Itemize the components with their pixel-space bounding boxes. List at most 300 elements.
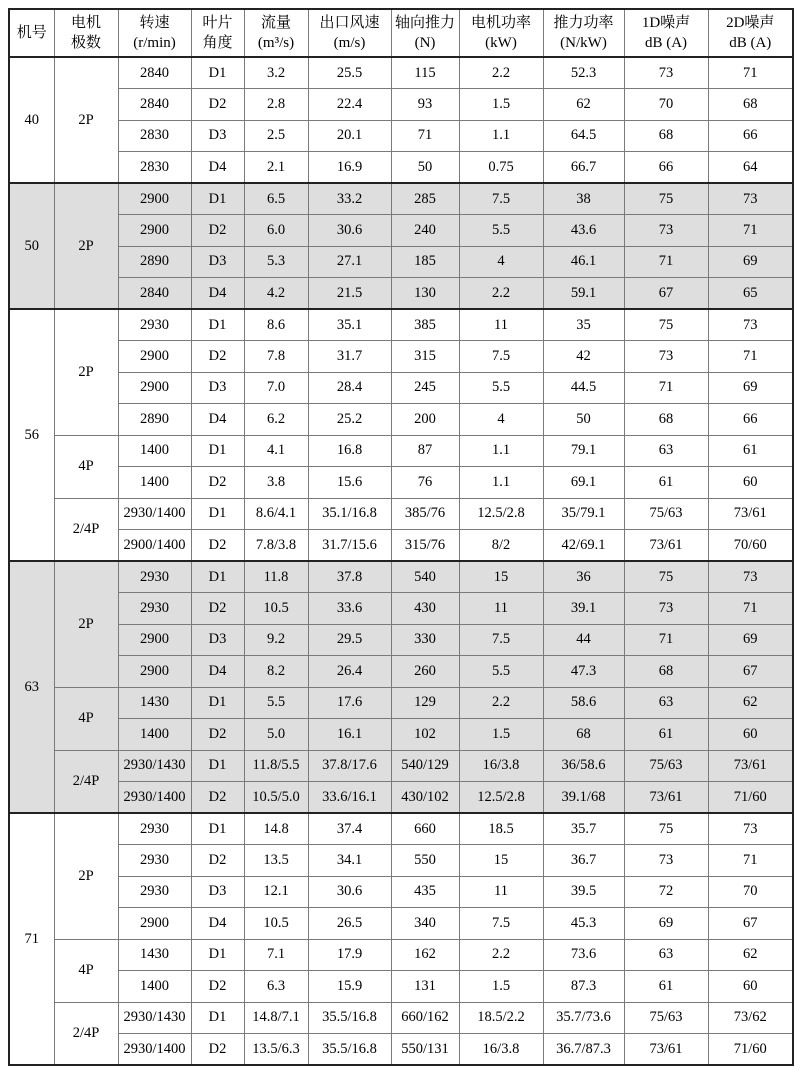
- thrust-power-cell: 39.1/68: [543, 782, 624, 814]
- outlet-velocity-cell: 15.9: [308, 971, 391, 1003]
- table-row: [9, 561, 793, 593]
- thrust-power-cell: 36/58.6: [543, 750, 624, 782]
- noise-2d-cell: 73: [708, 183, 793, 215]
- motor-power-cell: 15: [459, 845, 543, 877]
- outlet-velocity-cell: 31.7/15.6: [308, 530, 391, 562]
- noise-1d-cell: 73: [624, 593, 708, 625]
- axial-thrust-cell: 315: [391, 341, 459, 373]
- axial-thrust-cell: 50: [391, 152, 459, 184]
- table-row: [9, 1002, 793, 1034]
- noise-1d-cell: 68: [624, 404, 708, 436]
- axial-thrust-cell: 540: [391, 561, 459, 593]
- motor-power-cell: 7.5: [459, 908, 543, 940]
- blade-angle-cell: D2: [191, 971, 244, 1003]
- thrust-power-cell: 47.3: [543, 656, 624, 688]
- motor-power-cell: 11: [459, 309, 543, 341]
- table-row: [9, 89, 793, 121]
- flow-cell: 4.2: [244, 278, 308, 310]
- motor-power-cell: 2.2: [459, 57, 543, 89]
- speed-cell: 2900: [118, 183, 191, 215]
- axial-thrust-cell: 660/162: [391, 1002, 459, 1034]
- noise-2d-cell: 70: [708, 876, 793, 908]
- header-line-1: 1D噪声: [641, 14, 691, 31]
- header-line-2: dB (A): [729, 35, 772, 51]
- noise-2d-cell: 67: [708, 908, 793, 940]
- table-row: [9, 246, 793, 278]
- noise-2d-cell: 65: [708, 278, 793, 310]
- flow-cell: 10.5/5.0: [244, 782, 308, 814]
- table-row: [9, 498, 793, 530]
- blade-angle-cell: D4: [191, 656, 244, 688]
- blade-angle-cell: D1: [191, 813, 244, 845]
- blade-angle-cell: D1: [191, 687, 244, 719]
- table-row: [9, 939, 793, 971]
- blade-angle-cell: D3: [191, 120, 244, 152]
- blade-angle-cell: D4: [191, 404, 244, 436]
- speed-cell: 2840: [118, 57, 191, 89]
- table-row: [9, 435, 793, 467]
- speed-cell: 1400: [118, 467, 191, 499]
- header-cell: [391, 9, 459, 57]
- speed-cell: 2890: [118, 246, 191, 278]
- size-cell: 40: [9, 57, 54, 183]
- thrust-power-cell: 36.7: [543, 845, 624, 877]
- header-line-2: (N): [414, 35, 436, 51]
- motor-power-cell: 12.5/2.8: [459, 782, 543, 814]
- flow-cell: 10.5: [244, 908, 308, 940]
- header-line-2: (N/kW): [560, 35, 607, 51]
- speed-cell: 2930: [118, 876, 191, 908]
- table-row: [9, 57, 793, 89]
- blade-angle-cell: D4: [191, 908, 244, 940]
- header-cell: [9, 9, 54, 57]
- header-cell: [708, 9, 793, 57]
- blade-angle-cell: D2: [191, 719, 244, 751]
- blade-angle-cell: D1: [191, 1002, 244, 1034]
- header-cell: [118, 9, 191, 57]
- outlet-velocity-cell: 34.1: [308, 845, 391, 877]
- axial-thrust-cell: 102: [391, 719, 459, 751]
- poles-cell: 2P: [54, 813, 118, 939]
- noise-1d-cell: 63: [624, 687, 708, 719]
- noise-1d-cell: 67: [624, 278, 708, 310]
- header-cell: [191, 9, 244, 57]
- flow-cell: 12.1: [244, 876, 308, 908]
- header-line-1: 流量: [260, 14, 291, 31]
- blade-angle-cell: D2: [191, 593, 244, 625]
- speed-cell: 2930: [118, 845, 191, 877]
- noise-2d-cell: 73: [708, 813, 793, 845]
- table-row: [9, 845, 793, 877]
- speed-cell: 2900: [118, 656, 191, 688]
- outlet-velocity-cell: 30.6: [308, 215, 391, 247]
- poles-cell: 2P: [54, 309, 118, 435]
- table-row: [9, 908, 793, 940]
- blade-angle-cell: D1: [191, 183, 244, 215]
- noise-1d-cell: 73: [624, 845, 708, 877]
- motor-power-cell: 5.5: [459, 372, 543, 404]
- outlet-velocity-cell: 16.1: [308, 719, 391, 751]
- thrust-power-cell: 62: [543, 89, 624, 121]
- blade-angle-cell: D1: [191, 435, 244, 467]
- outlet-velocity-cell: 22.4: [308, 89, 391, 121]
- blade-angle-cell: D2: [191, 782, 244, 814]
- blade-angle-cell: D3: [191, 876, 244, 908]
- outlet-velocity-cell: 35.1/16.8: [308, 498, 391, 530]
- table-row: [9, 813, 793, 845]
- header-line-1: 转速: [139, 14, 170, 31]
- flow-cell: 6.0: [244, 215, 308, 247]
- table-row: [9, 624, 793, 656]
- noise-1d-cell: 72: [624, 876, 708, 908]
- speed-cell: 2840: [118, 89, 191, 121]
- flow-cell: 6.3: [244, 971, 308, 1003]
- blade-angle-cell: D3: [191, 246, 244, 278]
- axial-thrust-cell: 87: [391, 435, 459, 467]
- flow-cell: 11.8: [244, 561, 308, 593]
- axial-thrust-cell: 330: [391, 624, 459, 656]
- flow-cell: 13.5: [244, 845, 308, 877]
- outlet-velocity-cell: 15.6: [308, 467, 391, 499]
- axial-thrust-cell: 435: [391, 876, 459, 908]
- noise-1d-cell: 75/63: [624, 750, 708, 782]
- speed-cell: 2930/1400: [118, 498, 191, 530]
- motor-power-cell: 18.5: [459, 813, 543, 845]
- outlet-velocity-cell: 16.9: [308, 152, 391, 184]
- axial-thrust-cell: 131: [391, 971, 459, 1003]
- thrust-power-cell: 79.1: [543, 435, 624, 467]
- axial-thrust-cell: 430/102: [391, 782, 459, 814]
- flow-cell: 8.6: [244, 309, 308, 341]
- blade-angle-cell: D1: [191, 750, 244, 782]
- noise-1d-cell: 63: [624, 939, 708, 971]
- noise-2d-cell: 71: [708, 593, 793, 625]
- blade-angle-cell: D1: [191, 939, 244, 971]
- speed-cell: 1400: [118, 971, 191, 1003]
- noise-2d-cell: 71: [708, 215, 793, 247]
- noise-2d-cell: 69: [708, 246, 793, 278]
- noise-1d-cell: 61: [624, 719, 708, 751]
- speed-cell: 1400: [118, 719, 191, 751]
- axial-thrust-cell: 315/76: [391, 530, 459, 562]
- flow-cell: 2.8: [244, 89, 308, 121]
- header-line-2: (m/s): [333, 35, 366, 51]
- poles-cell: 2P: [54, 561, 118, 687]
- table-row: [9, 309, 793, 341]
- speed-cell: 2930/1400: [118, 782, 191, 814]
- noise-1d-cell: 75: [624, 309, 708, 341]
- blade-angle-cell: D1: [191, 57, 244, 89]
- speed-cell: 2930: [118, 309, 191, 341]
- outlet-velocity-cell: 21.5: [308, 278, 391, 310]
- flow-cell: 10.5: [244, 593, 308, 625]
- speed-cell: 1430: [118, 687, 191, 719]
- table-row: [9, 120, 793, 152]
- blade-angle-cell: D4: [191, 152, 244, 184]
- outlet-velocity-cell: 35.5/16.8: [308, 1034, 391, 1066]
- header-cell: [244, 9, 308, 57]
- speed-cell: 2930/1430: [118, 750, 191, 782]
- thrust-power-cell: 42/69.1: [543, 530, 624, 562]
- speed-cell: 2930: [118, 561, 191, 593]
- header-line-2: (r/min): [133, 35, 176, 51]
- motor-power-cell: 1.5: [459, 89, 543, 121]
- header-row: [9, 9, 793, 57]
- noise-1d-cell: 75: [624, 183, 708, 215]
- blade-angle-cell: D2: [191, 530, 244, 562]
- thrust-power-cell: 52.3: [543, 57, 624, 89]
- speed-cell: 2900: [118, 341, 191, 373]
- outlet-velocity-cell: 33.2: [308, 183, 391, 215]
- speed-cell: 2930: [118, 593, 191, 625]
- motor-power-cell: 11: [459, 876, 543, 908]
- header-line-2: (kW): [485, 35, 517, 51]
- motor-power-cell: 11: [459, 593, 543, 625]
- speed-cell: 2900: [118, 215, 191, 247]
- motor-power-cell: 7.5: [459, 341, 543, 373]
- table-row: [9, 341, 793, 373]
- noise-2d-cell: 71/60: [708, 1034, 793, 1066]
- noise-2d-cell: 60: [708, 467, 793, 499]
- noise-2d-cell: 66: [708, 404, 793, 436]
- noise-1d-cell: 75: [624, 813, 708, 845]
- outlet-velocity-cell: 29.5: [308, 624, 391, 656]
- axial-thrust-cell: 540/129: [391, 750, 459, 782]
- size-cell: 71: [9, 813, 54, 1065]
- table-row: [9, 1034, 793, 1066]
- thrust-power-cell: 64.5: [543, 120, 624, 152]
- flow-cell: 4.1: [244, 435, 308, 467]
- header-line-1: 电机: [70, 14, 101, 31]
- flow-cell: 6.5: [244, 183, 308, 215]
- noise-1d-cell: 73/61: [624, 530, 708, 562]
- header-cell: [54, 9, 118, 57]
- flow-cell: 5.0: [244, 719, 308, 751]
- noise-2d-cell: 73: [708, 561, 793, 593]
- thrust-power-cell: 36: [543, 561, 624, 593]
- outlet-velocity-cell: 37.4: [308, 813, 391, 845]
- blade-angle-cell: D1: [191, 309, 244, 341]
- poles-cell: 4P: [54, 939, 118, 1002]
- thrust-power-cell: 73.6: [543, 939, 624, 971]
- thrust-power-cell: 35/79.1: [543, 498, 624, 530]
- axial-thrust-cell: 340: [391, 908, 459, 940]
- table-row: [9, 404, 793, 436]
- blade-angle-cell: D3: [191, 372, 244, 404]
- blade-angle-cell: D1: [191, 561, 244, 593]
- blade-angle-cell: D2: [191, 89, 244, 121]
- outlet-velocity-cell: 17.6: [308, 687, 391, 719]
- thrust-power-cell: 44: [543, 624, 624, 656]
- noise-1d-cell: 68: [624, 656, 708, 688]
- thrust-power-cell: 35: [543, 309, 624, 341]
- thrust-power-cell: 43.6: [543, 215, 624, 247]
- table-row: [9, 656, 793, 688]
- axial-thrust-cell: 550: [391, 845, 459, 877]
- blade-angle-cell: D1: [191, 498, 244, 530]
- motor-power-cell: 16/3.8: [459, 1034, 543, 1066]
- noise-2d-cell: 73/61: [708, 750, 793, 782]
- speed-cell: 2890: [118, 404, 191, 436]
- header-line-1: 出口风速: [319, 14, 380, 31]
- table-row: [9, 215, 793, 247]
- flow-cell: 7.8: [244, 341, 308, 373]
- outlet-velocity-cell: 20.1: [308, 120, 391, 152]
- outlet-velocity-cell: 35.5/16.8: [308, 1002, 391, 1034]
- noise-1d-cell: 63: [624, 435, 708, 467]
- header-line-1: 轴向推力: [394, 14, 455, 31]
- speed-cell: 2900: [118, 372, 191, 404]
- thrust-power-cell: 44.5: [543, 372, 624, 404]
- size-cell: 50: [9, 183, 54, 309]
- blade-angle-cell: D4: [191, 278, 244, 310]
- thrust-power-cell: 39.1: [543, 593, 624, 625]
- motor-power-cell: 5.5: [459, 215, 543, 247]
- speed-cell: 2830: [118, 120, 191, 152]
- axial-thrust-cell: 260: [391, 656, 459, 688]
- thrust-power-cell: 39.5: [543, 876, 624, 908]
- thrust-power-cell: 42: [543, 341, 624, 373]
- noise-1d-cell: 61: [624, 971, 708, 1003]
- motor-power-cell: 2.2: [459, 278, 543, 310]
- motor-power-cell: 8/2: [459, 530, 543, 562]
- noise-2d-cell: 64: [708, 152, 793, 184]
- axial-thrust-cell: 385/76: [391, 498, 459, 530]
- axial-thrust-cell: 130: [391, 278, 459, 310]
- speed-cell: 2900/1400: [118, 530, 191, 562]
- header-cell: [624, 9, 708, 57]
- table-row: [9, 719, 793, 751]
- noise-1d-cell: 71: [624, 372, 708, 404]
- noise-2d-cell: 60: [708, 971, 793, 1003]
- poles-cell: 4P: [54, 435, 118, 498]
- motor-power-cell: 1.1: [459, 467, 543, 499]
- axial-thrust-cell: 660: [391, 813, 459, 845]
- axial-thrust-cell: 71: [391, 120, 459, 152]
- table-row: [9, 687, 793, 719]
- size-cell: 63: [9, 561, 54, 813]
- poles-cell: 2P: [54, 183, 118, 309]
- outlet-velocity-cell: 37.8: [308, 561, 391, 593]
- thrust-power-cell: 45.3: [543, 908, 624, 940]
- noise-2d-cell: 60: [708, 719, 793, 751]
- noise-1d-cell: 66: [624, 152, 708, 184]
- axial-thrust-cell: 200: [391, 404, 459, 436]
- header-cell: [543, 9, 624, 57]
- flow-cell: 13.5/6.3: [244, 1034, 308, 1066]
- noise-2d-cell: 73/62: [708, 1002, 793, 1034]
- header-cell: [308, 9, 391, 57]
- motor-power-cell: 7.5: [459, 183, 543, 215]
- noise-2d-cell: 71: [708, 341, 793, 373]
- header-line-2: dB (A): [644, 35, 688, 51]
- noise-1d-cell: 69: [624, 908, 708, 940]
- table-row: [9, 372, 793, 404]
- flow-cell: 8.6/4.1: [244, 498, 308, 530]
- outlet-velocity-cell: 31.7: [308, 341, 391, 373]
- blade-angle-cell: D2: [191, 341, 244, 373]
- flow-cell: 7.1: [244, 939, 308, 971]
- blade-angle-cell: D2: [191, 215, 244, 247]
- noise-2d-cell: 73: [708, 309, 793, 341]
- flow-cell: 7.8/3.8: [244, 530, 308, 562]
- noise-1d-cell: 75/63: [624, 1002, 708, 1034]
- flow-cell: 2.1: [244, 152, 308, 184]
- poles-cell: 2/4P: [54, 750, 118, 813]
- flow-cell: 3.8: [244, 467, 308, 499]
- outlet-velocity-cell: 25.5: [308, 57, 391, 89]
- motor-power-cell: 1.1: [459, 435, 543, 467]
- noise-1d-cell: 73: [624, 341, 708, 373]
- speed-cell: 2830: [118, 152, 191, 184]
- poles-cell: 4P: [54, 687, 118, 750]
- blade-angle-cell: D2: [191, 1034, 244, 1066]
- poles-cell: 2/4P: [54, 498, 118, 561]
- flow-cell: 5.3: [244, 246, 308, 278]
- axial-thrust-cell: 285: [391, 183, 459, 215]
- thrust-power-cell: 35.7: [543, 813, 624, 845]
- speed-cell: 2900: [118, 624, 191, 656]
- speed-cell: 1430: [118, 939, 191, 971]
- motor-power-cell: 15: [459, 561, 543, 593]
- noise-2d-cell: 71: [708, 845, 793, 877]
- flow-cell: 8.2: [244, 656, 308, 688]
- flow-cell: 3.2: [244, 57, 308, 89]
- noise-2d-cell: 71: [708, 57, 793, 89]
- header-line-1: 叶片: [202, 14, 233, 31]
- motor-power-cell: 1.1: [459, 120, 543, 152]
- outlet-velocity-cell: 17.9: [308, 939, 391, 971]
- outlet-velocity-cell: 33.6/16.1: [308, 782, 391, 814]
- fan-spec-table: [8, 8, 794, 1066]
- speed-cell: 2840: [118, 278, 191, 310]
- header-line-1: 推力功率: [553, 14, 614, 31]
- table-row: [9, 183, 793, 215]
- size-cell: 56: [9, 309, 54, 561]
- noise-2d-cell: 61: [708, 435, 793, 467]
- blade-angle-cell: D3: [191, 624, 244, 656]
- noise-2d-cell: 67: [708, 656, 793, 688]
- table-row: [9, 876, 793, 908]
- outlet-velocity-cell: 26.4: [308, 656, 391, 688]
- thrust-power-cell: 46.1: [543, 246, 624, 278]
- flow-cell: 2.5: [244, 120, 308, 152]
- axial-thrust-cell: 162: [391, 939, 459, 971]
- motor-power-cell: 2.2: [459, 687, 543, 719]
- noise-1d-cell: 61: [624, 467, 708, 499]
- header-line-1: 机号: [16, 24, 47, 41]
- thrust-power-cell: 68: [543, 719, 624, 751]
- noise-2d-cell: 66: [708, 120, 793, 152]
- noise-1d-cell: 75/63: [624, 498, 708, 530]
- noise-1d-cell: 70: [624, 89, 708, 121]
- header-cell: [459, 9, 543, 57]
- blade-angle-cell: D2: [191, 467, 244, 499]
- noise-1d-cell: 71: [624, 624, 708, 656]
- speed-cell: 1400: [118, 435, 191, 467]
- thrust-power-cell: 59.1: [543, 278, 624, 310]
- outlet-velocity-cell: 37.8/17.6: [308, 750, 391, 782]
- noise-2d-cell: 70/60: [708, 530, 793, 562]
- speed-cell: 2930: [118, 813, 191, 845]
- outlet-velocity-cell: 27.1: [308, 246, 391, 278]
- speed-cell: 2930/1400: [118, 1034, 191, 1066]
- motor-power-cell: 0.75: [459, 152, 543, 184]
- speed-cell: 2930/1430: [118, 1002, 191, 1034]
- outlet-velocity-cell: 28.4: [308, 372, 391, 404]
- noise-2d-cell: 71/60: [708, 782, 793, 814]
- flow-cell: 7.0: [244, 372, 308, 404]
